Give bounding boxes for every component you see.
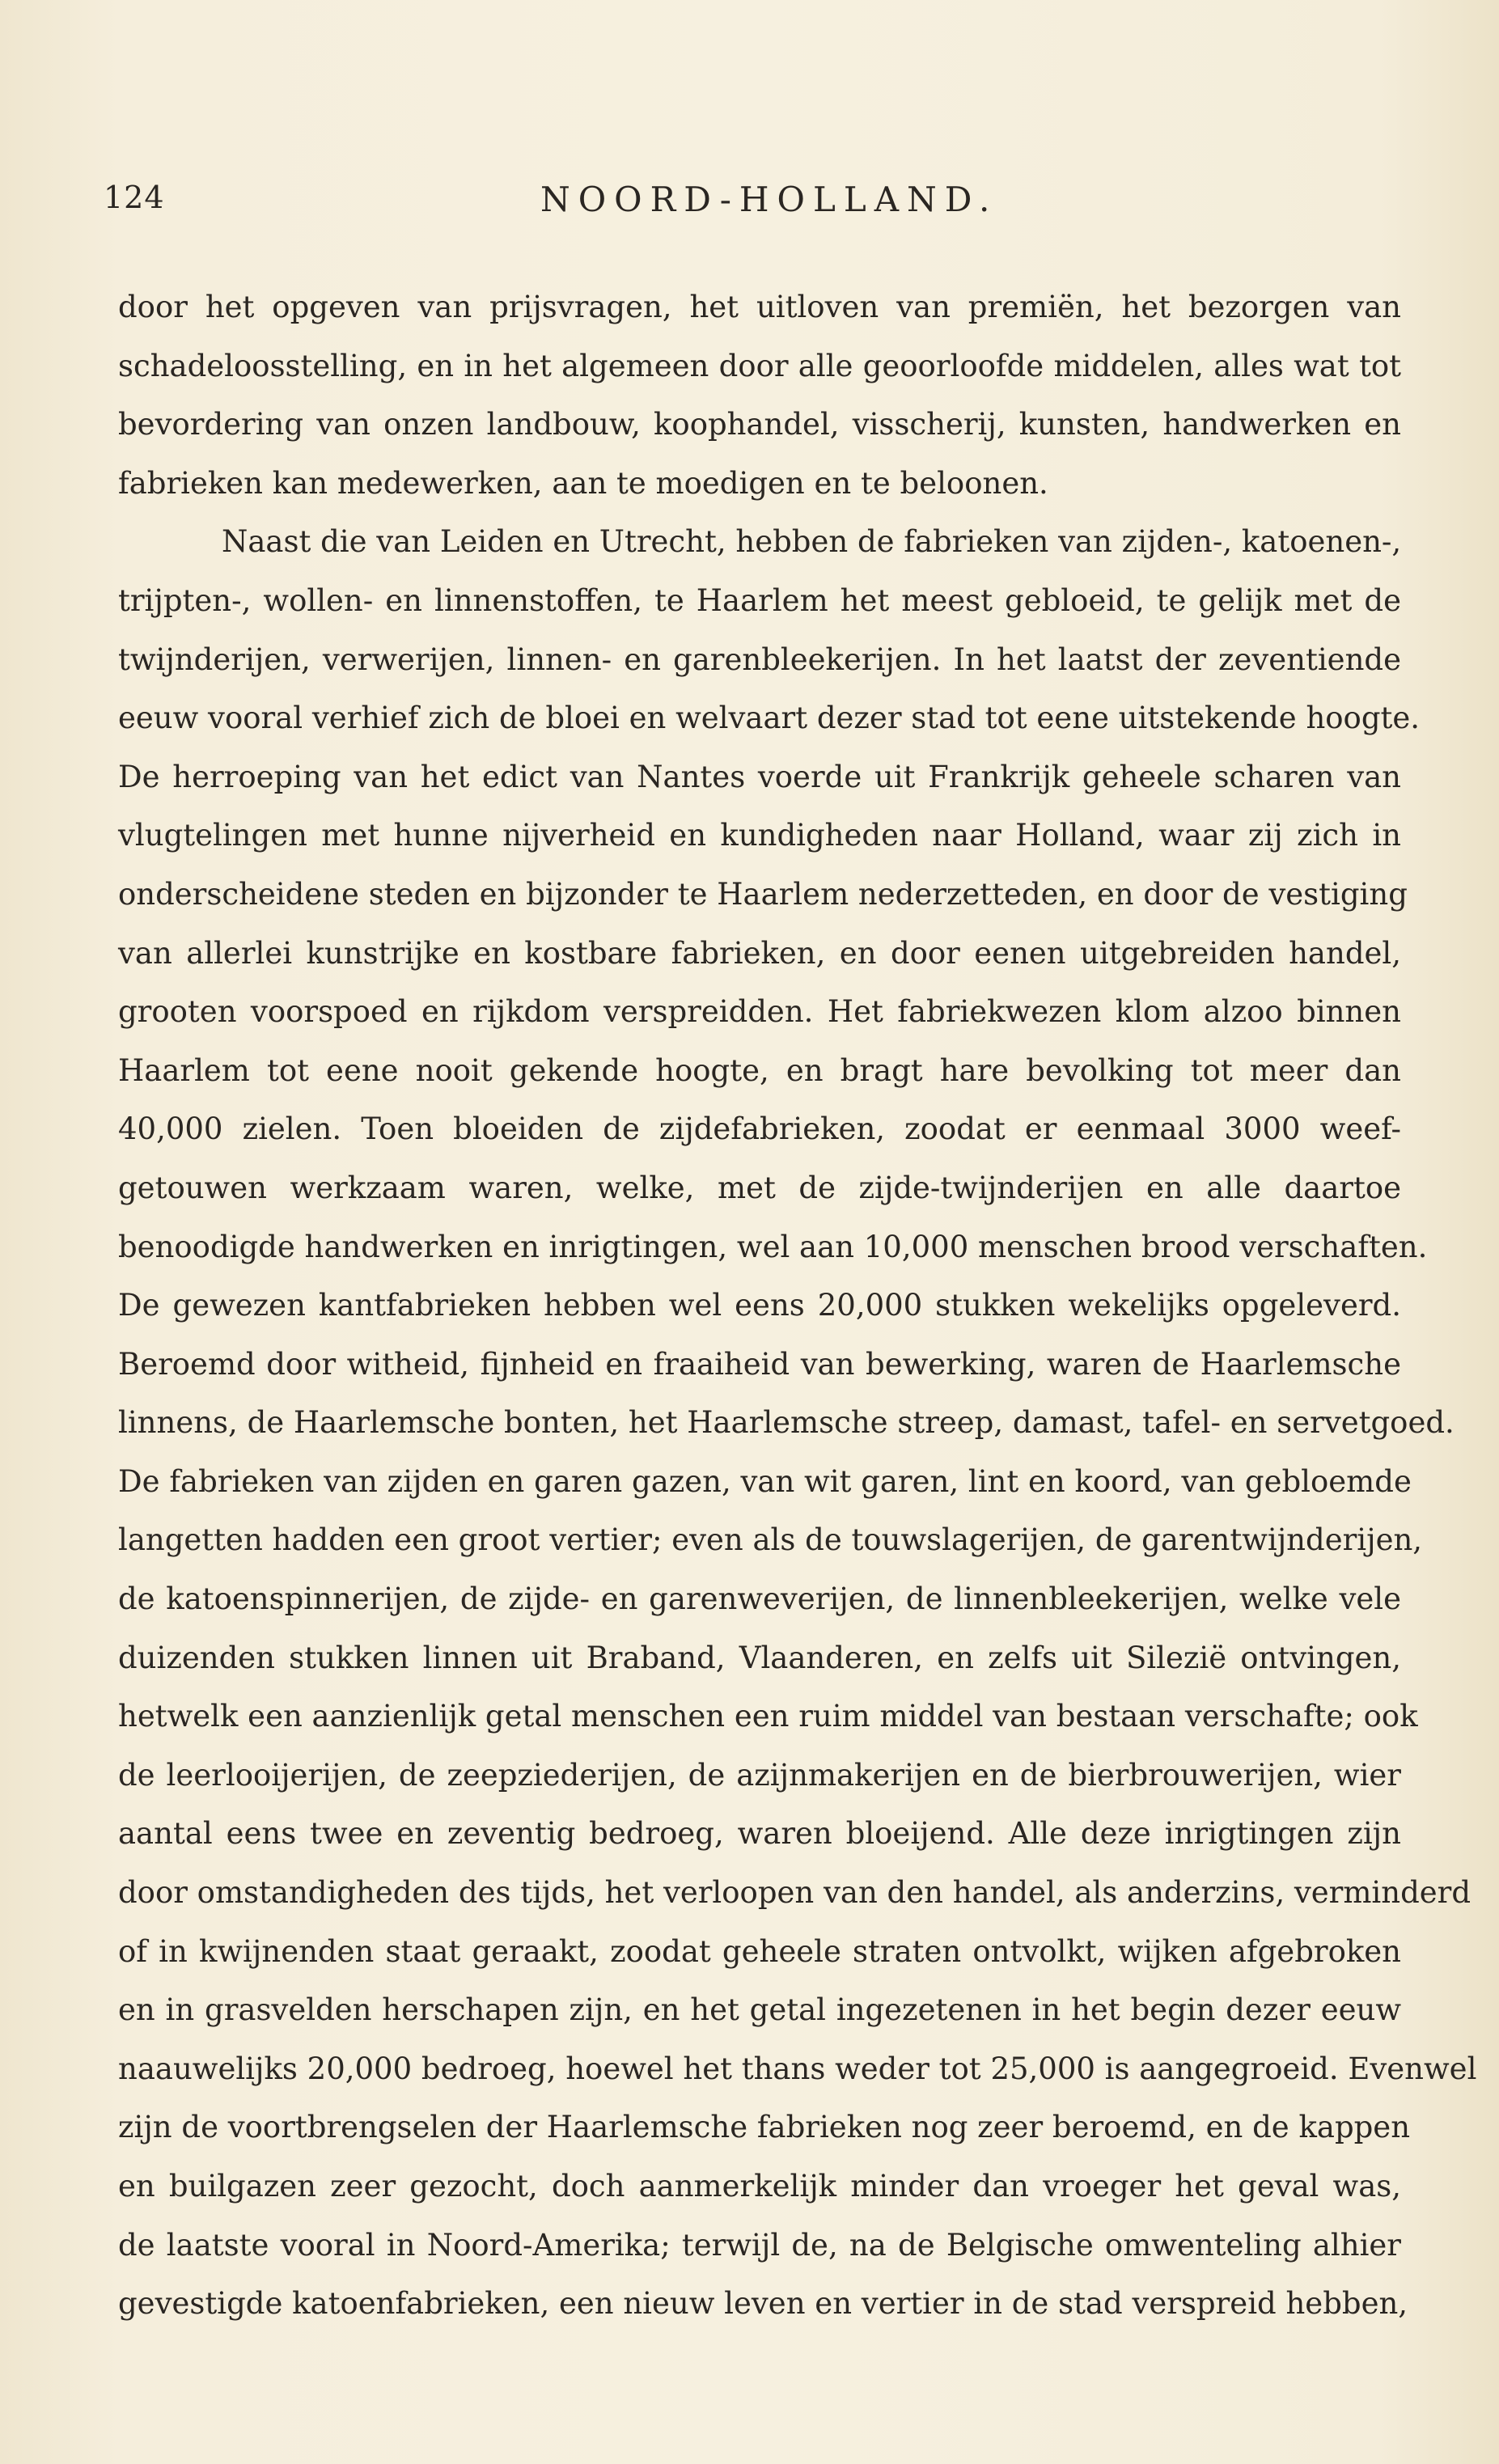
text-line: bevordering van onzen landbouw, koophandel, visscherij, kunsten, handwerken en — [118, 407, 1401, 442]
text-line: fabrieken kan medewerken, aan te moedigen en te beloonen. — [118, 465, 1048, 501]
text-line: of in kwijnenden staat geraakt, zoodat geheele straten ontvolkt, wijken afgebroken — [118, 1933, 1401, 1969]
text-line: benoodigde handwerken en inrigtingen, wel aan 10,000 menschen brood verschaften. — [118, 1229, 1428, 1264]
text-line: Naast die van Leiden en Utrecht, hebben de fabrieken van zijden-, katoenen-, — [222, 524, 1402, 560]
text-line: en builgazen zeer gezocht, doch aanmerkelijk minder dan vroeger het geval was, — [118, 2169, 1401, 2204]
text-line: getouwen werkzaam waren, welke, met de zijde-twijnderijen en alle daartoe — [118, 1170, 1401, 1205]
running-title: NOORD-HOLLAND. — [540, 180, 998, 219]
text-line: schadeloosstelling, en in het algemeen door alle geoorloofde middelen, alles wat tot — [118, 348, 1401, 383]
text-line: duizenden stukken linnen uit Braband, Vlaanderen, en zelfs uit Silezië ontvingen, — [118, 1640, 1401, 1675]
text-line: langetten hadden een groot vertier; even als de touwslagerijen, de garentwijnderijen, — [118, 1522, 1423, 1558]
text-line: De gewezen kantfabrieken hebben wel eens 20,000 stukken wekelijks opgeleverd. — [118, 1288, 1401, 1323]
text-line: de katoenspinnerijen, de zijde- en garenweverijen, de linnenbleekerijen, welke vele — [118, 1581, 1401, 1617]
text-line: zijn de voortbrengselen der Haarlemsche fabrieken nog zeer beroemd, en de kappen — [118, 2110, 1411, 2145]
text-line: trijpten-, wollen- en linnenstoffen, te Haarlem het meest gebloeid, te gelijk met de — [118, 582, 1401, 618]
text-line: van allerlei kunstrijke en kostbare fabrieken, en door eenen uitgebreiden handel, — [118, 935, 1401, 971]
text-line: linnens, de Haarlemsche bonten, het Haarlemsche streep, damast, tafel- en servetgoed. — [118, 1405, 1455, 1441]
text-line: 40,000 zielen. Toen bloeiden de zijdefabrieken, zoodat er eenmaal 3000 weef- — [118, 1111, 1401, 1147]
text-line: vlugtelingen met hunne nijverheid en kundigheden naar Holland, waar zij zich in — [118, 818, 1401, 853]
text-line: Beroemd door witheid, fijnheid en fraaiheid van bewerking, waren de Haarlemsche — [118, 1346, 1401, 1382]
text-line: de leerlooijerijen, de zeepziederijen, de azijnmakerijen en de bierbrouwerijen, wier — [118, 1757, 1401, 1793]
text-line: de laatste vooral in Noord-Amerika; terwijl de, na de Belgische omwenteling alhier — [118, 2227, 1401, 2263]
text-line: door het opgeven van prijsvragen, het uitloven van premiën, het bezorgen van — [118, 290, 1401, 324]
text-line: hetwelk een aanzienlijk getal menschen een ruim middel van bestaan verschafte; ook — [118, 1699, 1418, 1734]
text-line: aantal eens twee en zeventig bedroeg, waren bloeijend. Alle deze inrigtingen zijn — [118, 1816, 1401, 1852]
page-header — [104, 180, 1398, 228]
text-line: door omstandigheden des tijds, het verloopen van den handel, als anderzins, verminderd — [118, 1875, 1471, 1911]
text-line: De fabrieken van zijden en garen gazen, van wit garen, lint en koord, van gebloemde — [118, 1463, 1412, 1499]
text-line: naauwelijks 20,000 bedroeg, hoewel het thans weder tot 25,000 is aangegroeid. Evenwel — [118, 2051, 1477, 2086]
text-line: eeuw vooral verhief zich de bloei en welvaart dezer stad tot eene uitstekende hoogte. — [118, 701, 1421, 736]
text-line: onderscheidene steden en bijzonder te Haarlem nederzetteden, en door de vestiging — [118, 876, 1408, 912]
page-number: 124 — [104, 180, 165, 215]
text-line: gevestigde katoenfabrieken, een nieuw leven en vertier in de stad verspreid hebben, — [118, 2286, 1408, 2322]
text-line: grooten voorspoed en rijkdom verspreidden. Het fabriekwezen klom alzoo binnen — [118, 994, 1401, 1030]
text-line: Haarlem tot eene nooit gekende hoogte, en bragt hare bevolking tot meer dan — [118, 1052, 1401, 1088]
text-line: en in grasvelden herschapen zijn, en het getal ingezetenen in het begin dezer eeuw — [118, 1992, 1401, 2028]
text-line: twijnderijen, verwerijen, linnen- en garenbleekerijen. In het laatst der zeventiende — [118, 641, 1401, 677]
body-text — [118, 278, 1477, 2334]
text-line: De herroeping van het edict van Nantes voerde uit Frankrijk geheele scharen van — [118, 759, 1401, 794]
